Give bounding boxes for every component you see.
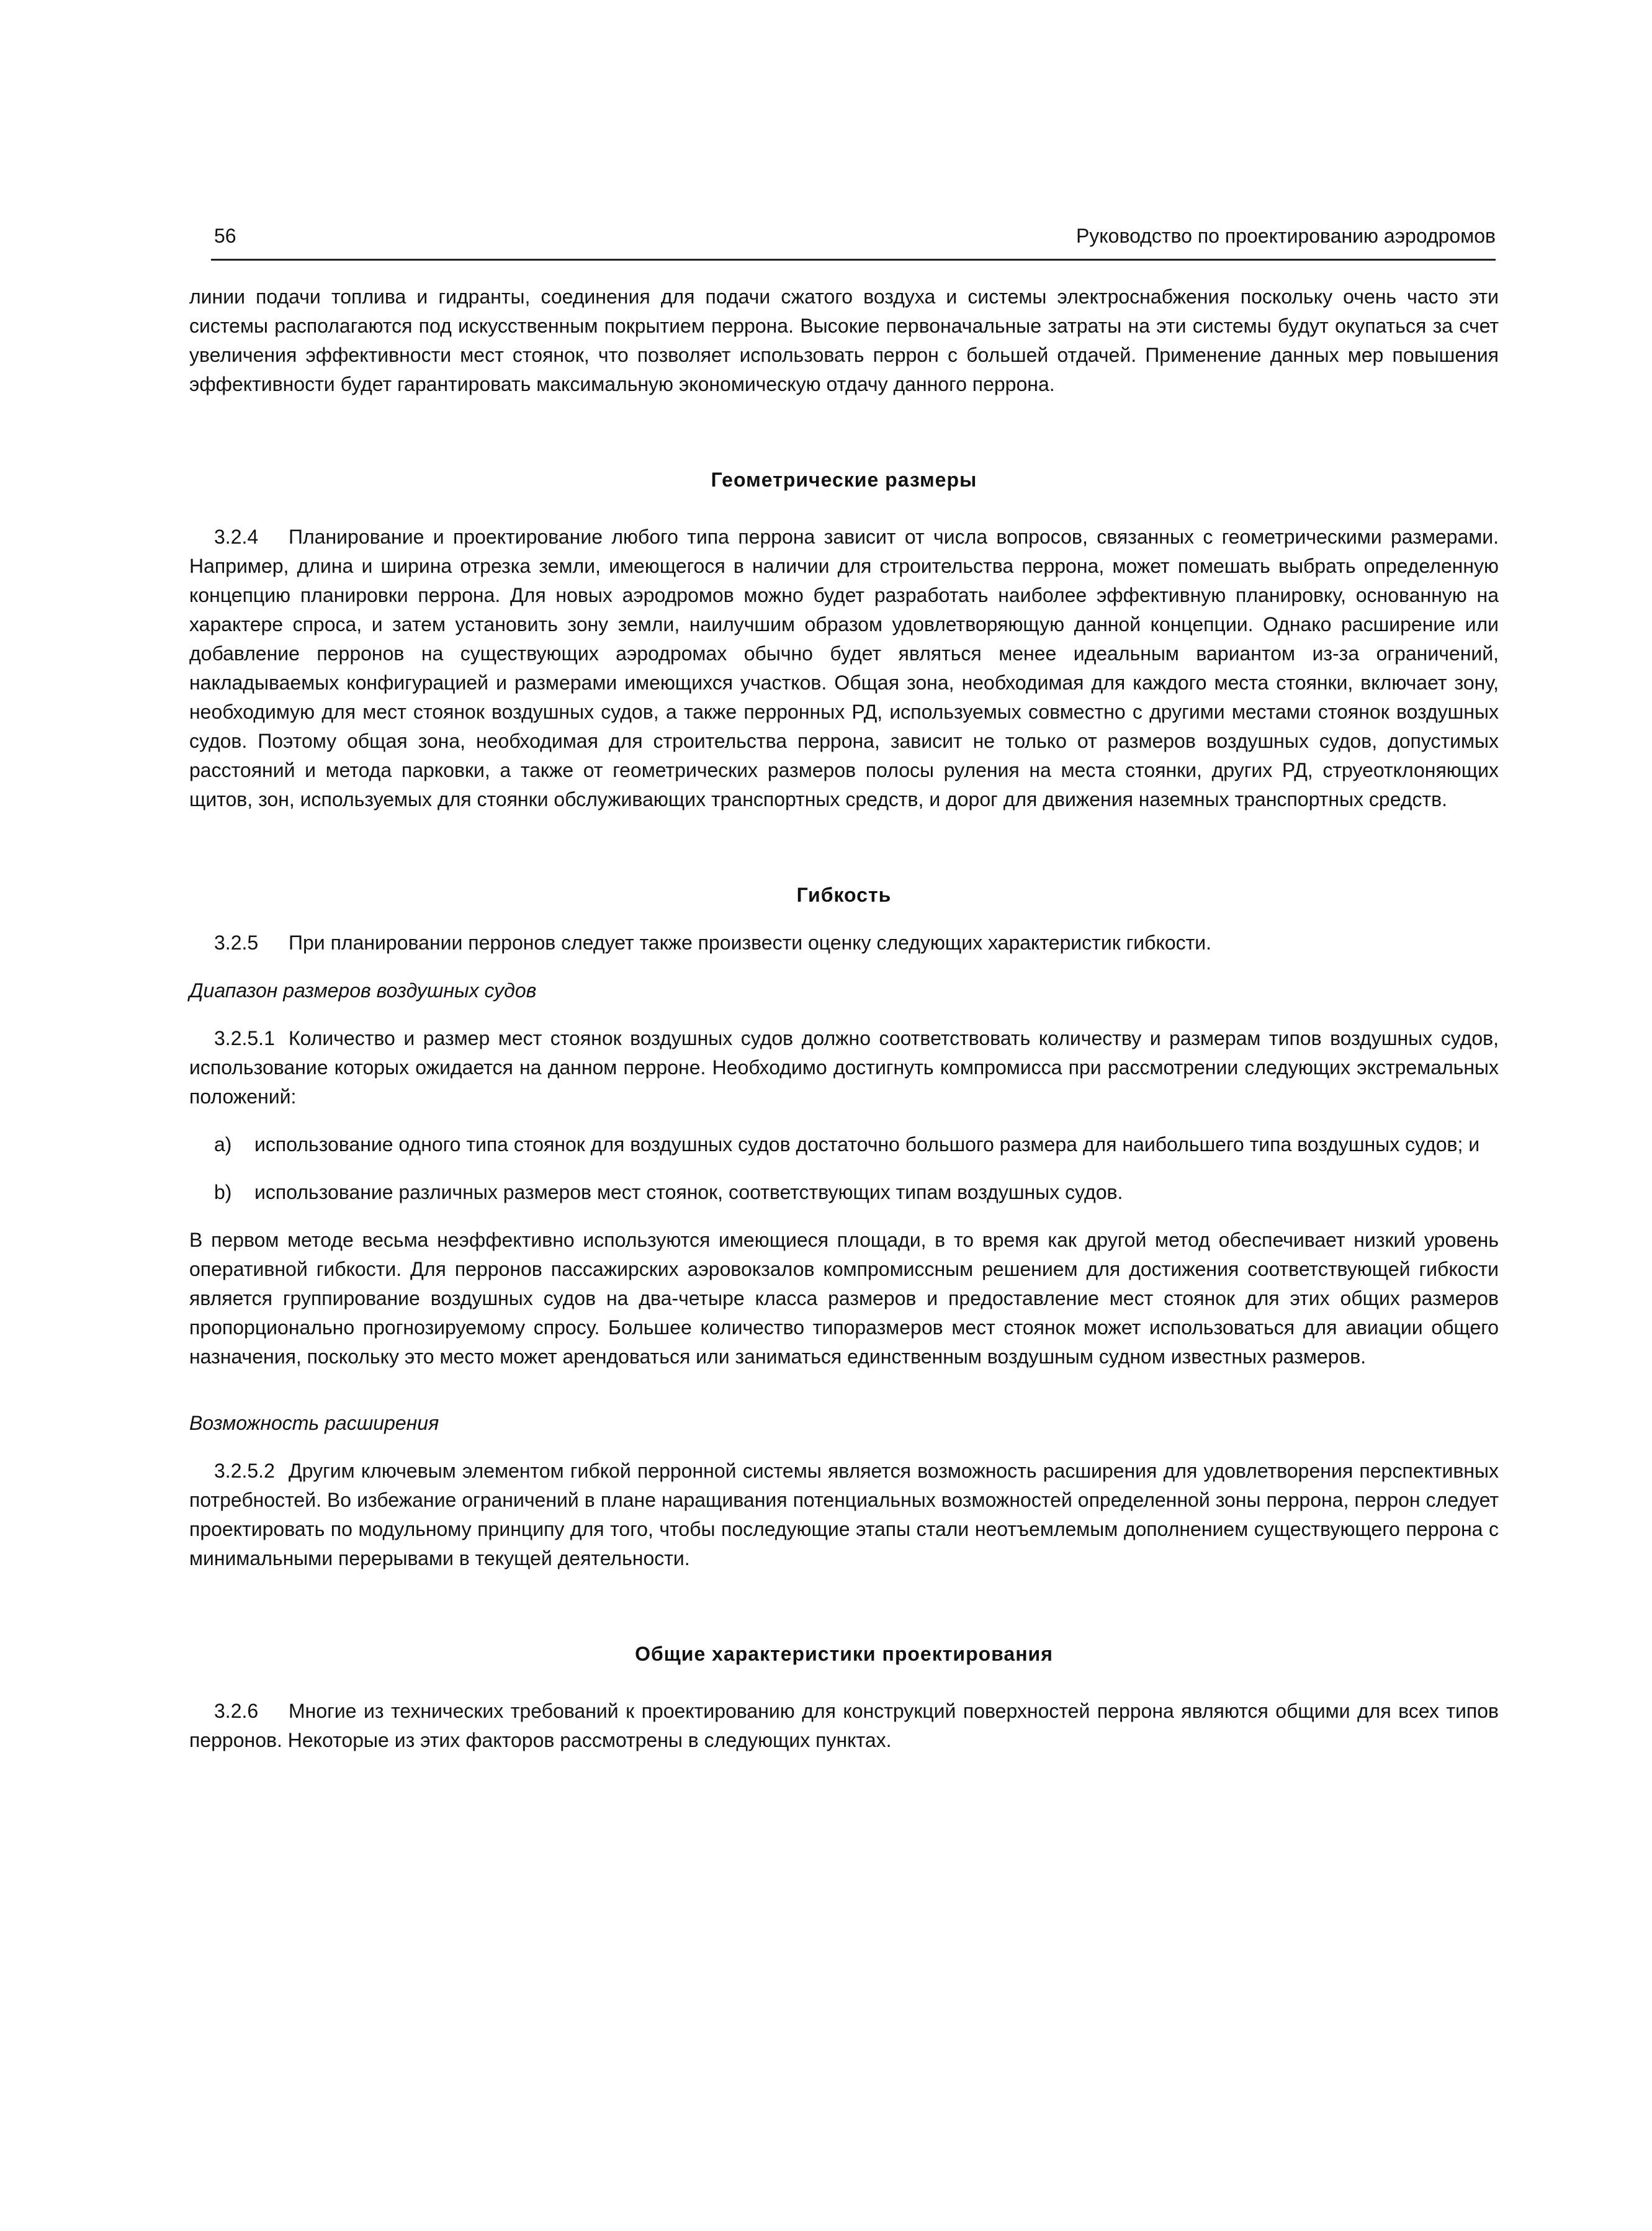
paragraph-3-2-6 (189, 1697, 1499, 1755)
list-item (189, 1178, 1499, 1207)
subsection-title-expansion: Возможность расширения (189, 1412, 439, 1434)
list-marker: a) (214, 1133, 232, 1156)
paragraph-3-2-5 (189, 928, 1499, 958)
paragraph-text: Многие из технических требований к проектированию для конструкций поверхностей перрона являются общими для всех типов перронов. Некоторые из этих факторов рассмотрены в следующих пунктах. (189, 1700, 1499, 1751)
header-rule (211, 259, 1496, 261)
paragraph-after-list: В первом методе весьма неэффективно используются имеющиеся площади, в то время как другой метод обеспечивает низкий уровень оперативной гибкости. Для перронов пассажирских аэровокзалов компромиссным решением для достижения соответствующей гибкости является группирование воздушных судов на два-четыре класса размеров и предоставление мест стоянок для этих общих размеров пропорционально прогнозируемому спросу. Большее количество типоразмеров мест стоянок может использоваться для авиации общего назначения, поскольку это место может арендоваться или заниматься единственным воздушным судном известных размеров. (189, 1229, 1499, 1368)
page-number: 56 (214, 225, 236, 247)
paragraph-3-2-5-2 (189, 1457, 1499, 1573)
section-title-geometry: Геометрические размеры (711, 469, 977, 491)
subsection-title-aircraft-range: Диапазон размеров воздушных судов (189, 979, 537, 1002)
list-marker: b) (214, 1181, 232, 1203)
list-text: использование одного типа стоянок для воздушных судов достаточно большого размера для наибольшего типа воздушных судов; и (254, 1133, 1480, 1156)
paragraph-3-2-4 (189, 523, 1499, 814)
list-item (189, 1130, 1499, 1159)
section-title-flexibility: Гибкость (796, 884, 892, 906)
paragraph-text: Планирование и проектирование любого типа перрона зависит от числа вопросов, связанных с геометрическими размерами. Например, длина и ширина отрезка земли, имеющегося в наличии для строительства перрона, может помешать выбрать определенную концепцию планировки перрона. Для новых аэродромов можно будет разработать наиболее эффективную планировку, основанную на характере спроса, и затем установить зону земли, наилучшим образом удовлетворяющую данной концепции. Однако расширение или добавление перронов на существующих аэродромах обычно будет являться менее идеальным вариантом из-за ограничений, накладываемых конфигурацией и размерами имеющихся участков. Общая зона, необходимая для каждого места стоянки, включает зону, необходимую для мест стоянок воздушных судов, а также перронных РД, используемых совместно с другими местами стоянок воздушных судов. Поэтому общая зона, необходимая для строительства перрона, зависит не только от размеров воздушных судов, допустимых расстояний и метода парковки, а также от геометрических размеров полосы руления на места стоянки, других РД, струеотклоняющих щитов, зон, используемых для стоянки обслуживающих транспортных средств, и дорог для движения наземных транспортных средств. (189, 526, 1499, 810)
intro-paragraph: линии подачи топлива и гидранты, соединения для подачи сжатого воздуха и системы электроснабжения поскольку очень часто эти системы располагаются под искусственным покрытием перрона. Высокие первоначальные затраты на эти системы будут окупаться за счет увеличения эффективности мест стоянок, что позволяет использовать перрон с большей отдачей. Применение данных мер повышения эффективности будет гарантировать максимальную экономическую отдачу данного перрона. (189, 285, 1499, 395)
paragraph-text: Другим ключевым элементом гибкой перронной системы является возможность расширения для удовлетворения перспективных потребностей. Во избежание ограничений в плане наращивания потенциальных возможностей определенной зоны перрона, перрон следует проектировать по модульному принципу для того, чтобы последующие этапы стали неотъемлемым дополнением существующего перрона с минимальными перерывами в текущей деятельности. (189, 1460, 1499, 1569)
running-title: Руководство по проектированию аэродромов (1075, 225, 1496, 247)
paragraph-number: 3.2.5 (214, 931, 259, 954)
paragraph-text: Количество и размер мест стоянок воздушных судов должно соответствовать количеству и размерам типов воздушных судов, использование которых ожидается на данном перроне. Необходимо достигнуть компромисса при рассмотрении следующих экстремальных положений: (189, 1027, 1499, 1108)
paragraph-number: 3.2.6 (214, 1700, 259, 1722)
paragraph-number: 3.2.5.1 (214, 1027, 275, 1049)
paragraph-number: 3.2.5.2 (214, 1460, 275, 1482)
section-title-design: Общие характеристики проектирования (635, 1643, 1053, 1665)
paragraph-3-2-5-1 (189, 1024, 1499, 1111)
paragraph-number: 3.2.4 (214, 526, 259, 548)
list-text: использование различных размеров мест стоянок, соответствующих типам воздушных судов. (254, 1181, 1123, 1203)
document-body (189, 282, 1499, 1755)
paragraph-text: При планировании перронов следует также произвести оценку следующих характеристик гибкости. (289, 931, 1212, 954)
